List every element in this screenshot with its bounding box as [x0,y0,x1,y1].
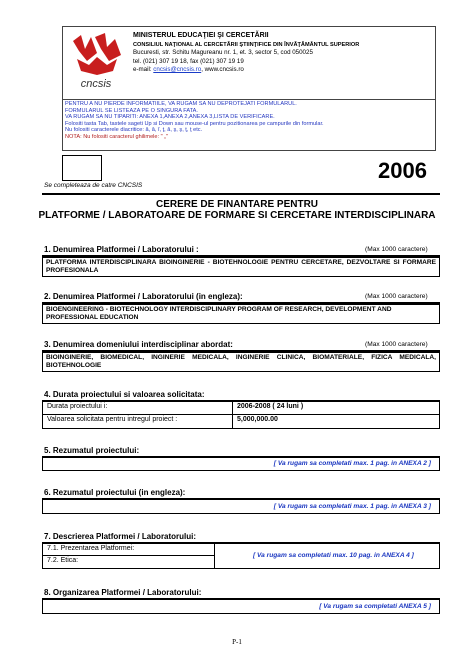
section-8-label: 8. Organizarea Platformei / Laboratorului: [44,588,202,597]
notice-line: FORMULARUL SE LISTEAZA PE O SINGURA FATA. [65,107,198,114]
value-label: Valoarea solicitata pentru intregul proiect : [43,415,233,428]
cncsis-use-caption: Se completeaza de catre CNCSIS [44,182,143,189]
phone-fax: tel. (021) 307 19 18, fax (021) 307 19 19 [133,57,244,65]
section-2-label: 2. Denumirea Platformei / Laboratorului (in engleza): [44,292,243,301]
description-table [42,543,440,569]
notice-line: PENTRU A NU PIERDE INFORMATIILE, VA RUGAM SA NU DEPROTEJATI FORMULARUL. [65,101,297,107]
platform-name-field[interactable]: PLATFORMA INTERDISCIPLINARA BIOINGINERIE - BIOTEHNOLOGIE PENTRU CERCETARE, DEZVOLTARE SI FORMARE PROFESIONALA [42,257,440,277]
logo-text: cncsis [80,78,112,90]
website: , www.cncsis.ro [201,66,244,74]
annex-5-note: [ Va rugam sa completati ANEXA 5 ] [319,603,431,610]
header-text [133,32,433,75]
annex-4-note: [ Va rugam sa completati max. 10 pag. in ANEXA 4 ] [253,552,414,559]
domain-field[interactable]: BIOINGINERIE, BIOMEDICAL, INGINERIE MEDICALA, INGINERIE CLINICA, BIOMATERIALE, FIZICA MEDICALA, BIOTEHNOLOGIE [42,352,440,372]
section-5-label: 5. Rezumatul proiectului: [44,446,140,455]
duration-field[interactable]: 2006-2008 ( 24 luni ) [233,402,439,415]
form-title: CERERE DE FINANTARE PENTRU [155,199,319,210]
form-subtitle: PLATFORME / LABORATOARE DE FORMARE SI CERCETARE INTERDISCIPLINARA [38,210,436,221]
notice-line: Nu folositi caracterele diacritice: ă, â, î, ţ, ă, ş, ş, ţ, ţ etc. [65,127,203,134]
contact-line [133,66,433,75]
ministry-name: MINISTERUL EDUCAŢIEI ŞI CERCETĂRII [133,32,269,39]
notice-line: Folositi tasta Tab, tastele sageti Up si Down sau mouse-ul pentru pozitionarea pe campurile din formular. [65,120,324,127]
section-2-max: (Max 1000 caractere) [365,293,428,300]
logo-graphic [67,31,125,93]
section-1-label: 1. Denumirea Platformei / Laboratorului : [44,245,199,254]
page-number: P-1 [232,638,242,646]
address: Bucuresti, str. Schitu Magureanu nr. 1, et. 3, sector 5, cod 050025 [133,49,313,57]
cncsis-logo [67,31,125,93]
presentation-row: 7.1. Prezentarea Platformei: [43,544,215,556]
section-1-max: (Max 1000 caractere) [365,246,428,253]
annex-2-note: [ Va rugam sa completati max. 1 pag. in ANEXA 2 ] [273,460,431,467]
section-3-label: 3. Denumirea domeniului interdisciplinar abordat: [44,340,233,349]
registration-code-field[interactable] [62,155,102,181]
platform-name-english-field[interactable]: BIOENGINEERING - BIOTECHNOLOGY INTERDISCIPLINARY PROGRAM OF RESEARCH, DEVELOPMENT AND PROFESSIONAL EDUCATION [42,304,440,324]
summary-english-box [42,499,440,514]
notice-box [62,98,436,151]
section-3-max: (Max 1000 caractere) [365,341,428,348]
notice-line: VA RUGAM SA NU TIPARITI: ANEXA 1,ANEXA 2,ANEXA 3,LISTA DE VERIFICARE. [65,114,275,121]
year: 2006 [378,158,427,183]
section-7-label: 7. Descrierea Platformei / Laboratorului: [44,532,197,541]
divider [42,193,440,195]
email-label: e-mail: [133,66,154,74]
summary-box [42,457,440,471]
ethics-row: 7.2. Etica: [43,556,215,568]
notice-note: NOTA: Nu folositi caracterul ghilimele: " „" [65,133,169,140]
section-4-label: 4. Durata proiectului si valoarea solicitata: [44,390,205,399]
duration-value-table [42,401,440,429]
organization-box [42,599,440,614]
section-6-label: 6. Rezumatul proiectului (in engleza): [44,488,186,497]
value-field[interactable]: 5,000,000.00 [237,416,278,423]
duration-label: Durata proiectului i: [43,402,233,415]
email-link[interactable]: cncsis@cncsis.ro [153,66,202,74]
header-box [62,26,436,100]
council-name: CONSILIUL NAŢIONAL AL CERCETĂRII ŞTIINŢIFICE DIN ÎNVĂŢĂMÂNTUL SUPERIOR [133,41,360,48]
annex-3-note: [ Va rugam sa completati max. 1 pag. in ANEXA 3 ] [273,503,431,510]
